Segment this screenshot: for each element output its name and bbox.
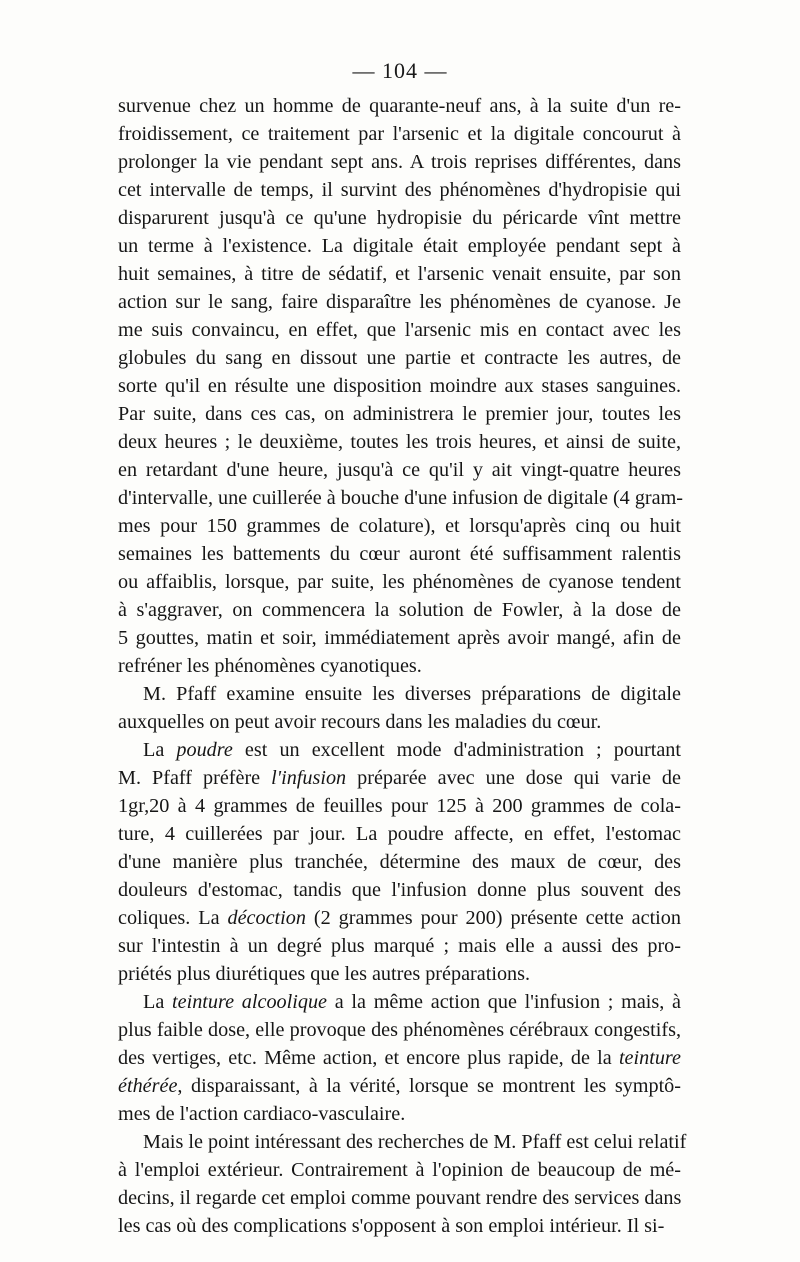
text-line: douleurs d'estomac, tandis que l'infusion donne plus souvent des bbox=[118, 879, 681, 901]
paragraph bbox=[118, 736, 681, 988]
text-line: action sur le sang, faire disparaître les phénomènes de cyanose. Je bbox=[118, 291, 681, 313]
paragraph bbox=[118, 1128, 687, 1240]
text-line: globules du sang en dissout une partie et contracte les autres, de bbox=[118, 347, 681, 369]
text-line: huit semaines, à titre de sédatif, et l'arsenic venait ensuite, par son bbox=[118, 263, 681, 285]
text-line: La poudre est un excellent mode d'administration ; pourtant bbox=[143, 739, 681, 761]
text-line: des vertiges, etc. Même action, et encore plus rapide, de la teinture bbox=[118, 1047, 681, 1069]
text-line: Mais le point intéressant des recherches de M. Pfaff est celui relatif bbox=[143, 1131, 687, 1153]
text-line: refréner les phénomènes cyanotiques. bbox=[118, 655, 422, 677]
text-line: survenue chez un homme de quarante-neuf ans, à la suite d'un re- bbox=[118, 95, 681, 117]
text-line: sur l'intestin à un degré plus marqué ; mais elle a aussi des pro- bbox=[118, 935, 681, 957]
paragraph bbox=[118, 92, 684, 680]
paragraph bbox=[118, 680, 681, 736]
text-line: M. Pfaff examine ensuite les diverses préparations de digitale bbox=[143, 683, 681, 705]
text-line: decins, il regarde cet emploi comme pouvant rendre des services dans bbox=[118, 1187, 682, 1209]
text-line: deux heures ; le deuxième, toutes les trois heures, et ainsi de suite, bbox=[118, 431, 681, 453]
text-line: 1gr,20 à 4 grammes de feuilles pour 125 à 200 grammes de cola- bbox=[118, 795, 681, 817]
text-line: mes pour 150 grammes de colature), et lorsqu'après cinq ou huit bbox=[118, 515, 681, 537]
text-line: ou affaiblis, lorsque, par suite, les phénomènes de cyanose tendent bbox=[118, 571, 681, 593]
text-line: ture, 4 cuillerées par jour. La poudre affecte, en effet, l'estomac bbox=[118, 823, 681, 845]
text-line: La teinture alcoolique a la même action que l'infusion ; mais, à bbox=[143, 991, 681, 1013]
text-line: sorte qu'il en résulte une disposition moindre aux stases sanguines. bbox=[118, 375, 681, 397]
text-line: à s'aggraver, on commencera la solution de Fowler, à la dose de bbox=[118, 599, 681, 621]
text-line: me suis convaincu, en effet, que l'arsenic mis en contact avec les bbox=[118, 319, 681, 341]
text-line: froidissement, ce traitement par l'arsenic et la digitale concourut à bbox=[118, 123, 681, 145]
text-line: prolonger la vie pendant sept ans. A trois reprises différentes, dans bbox=[118, 151, 681, 173]
text-line: à l'emploi extérieur. Contrairement à l'opinion de beaucoup de mé- bbox=[118, 1159, 681, 1181]
text-line: les cas où des complications s'opposent à son emploi intérieur. Il si- bbox=[118, 1215, 665, 1237]
text-line: Par suite, dans ces cas, on administrera le premier jour, toutes les bbox=[118, 403, 681, 425]
text-line: coliques. La décoction (2 grammes pour 200) présente cette action bbox=[118, 907, 681, 929]
text-line: éthérée, disparaissant, à la vérité, lorsque se montrent les symptô- bbox=[118, 1075, 681, 1097]
text-line: M. Pfaff préfère l'infusion préparée avec une dose qui varie de bbox=[118, 767, 681, 789]
text-line: en retardant d'une heure, jusqu'à ce qu'il y ait vingt-quatre heures bbox=[118, 459, 681, 481]
text-line: semaines les battements du cœur auront été suffisamment ralentis bbox=[118, 543, 681, 565]
text-line: auxquelles on peut avoir recours dans les maladies du cœur. bbox=[118, 711, 602, 733]
body-text bbox=[118, 92, 687, 1240]
text-line: d'une manière plus tranchée, détermine des maux de cœur, des bbox=[118, 851, 681, 873]
text-line: cet intervalle de temps, il survint des phénomènes d'hydropisie qui bbox=[118, 179, 681, 201]
text-line: 5 gouttes, matin et soir, immédiatement après avoir mangé, afin de bbox=[118, 627, 681, 649]
paragraph bbox=[118, 988, 681, 1128]
page-number: — 104 — bbox=[352, 58, 448, 83]
text-line: disparurent jusqu'à ce qu'une hydropisie du péricarde vînt mettre bbox=[118, 207, 681, 229]
text-line: priétés plus diurétiques que les autres préparations. bbox=[118, 963, 531, 985]
text-line: plus faible dose, elle provoque des phénomènes cérébraux congestifs, bbox=[118, 1019, 681, 1041]
text-line: d'intervalle, une cuillerée à bouche d'une infusion de digitale (4 gram- bbox=[118, 487, 684, 509]
text-line: mes de l'action cardiaco-vasculaire. bbox=[118, 1103, 406, 1125]
text-line: un terme à l'existence. La digitale était employée pendant sept à bbox=[118, 235, 681, 257]
